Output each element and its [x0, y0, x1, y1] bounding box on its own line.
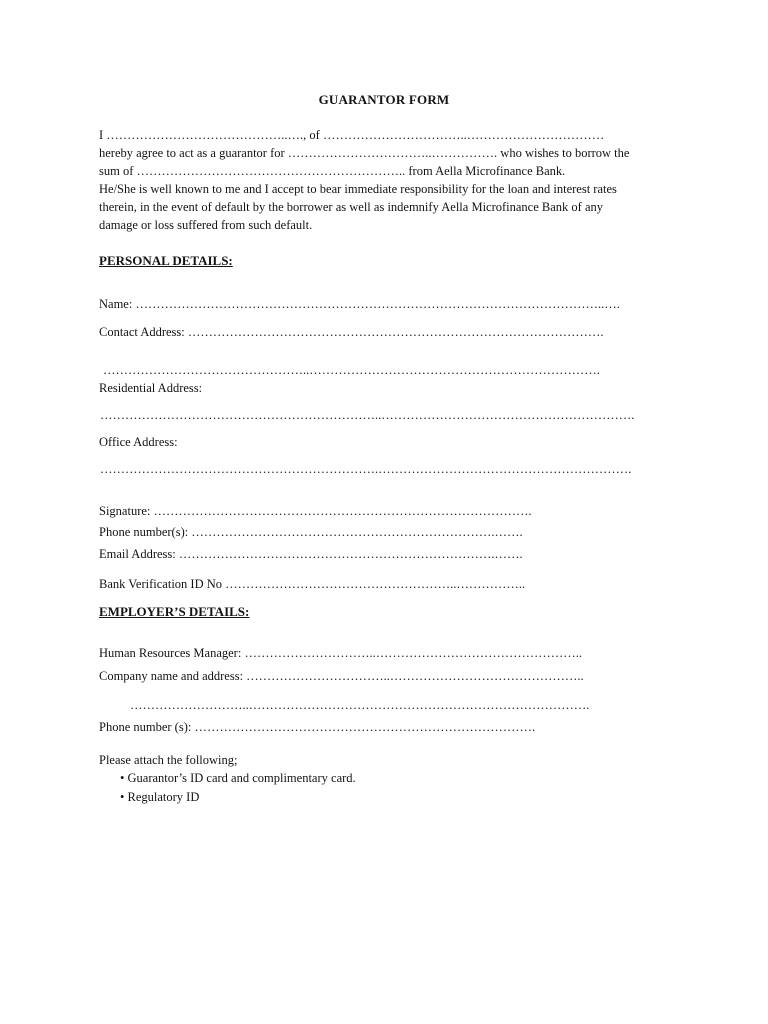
residential-address-line: …………………………………………………………..…………………………………………………….	[100, 408, 635, 422]
personal-details-heading: PERSONAL DETAILS:	[99, 253, 233, 268]
intro-line-1: I ……………………………………..…., of ……………………………..……………………………	[99, 128, 605, 142]
office-address-line: ………………………………………………………….…………………………………………………….	[100, 462, 632, 476]
contact-address-field: Contact Address: ……………………………………………………………………………………….	[99, 325, 604, 339]
contact-address-continuation: …………………………………………..…………………………………………………………….	[103, 363, 600, 377]
company-address-continuation: ………………………..……………………………………………………………………….	[130, 698, 590, 712]
attachment-item: • Guarantor’s ID card and complimentary card.	[120, 771, 356, 785]
intro-line-3: sum of ……………………………………………………….. from Aella Microfinance Bank.	[99, 164, 566, 178]
page-title: GUARANTOR FORM	[318, 92, 450, 107]
company-name-address-field: Company name and address: ……………………………..………………………………………..	[99, 669, 584, 683]
attachments-intro: Please attach the following;	[99, 753, 238, 767]
name-field: Name: …………………………………………………………………………………………………..….	[99, 297, 620, 311]
employer-phone-field: Phone number (s): ……………………………………………………………………….	[99, 720, 536, 734]
email-field: Email Address: ………………………………………………………………….…….	[99, 547, 523, 561]
intro-line-6: damage or loss suffered from such default.	[99, 218, 313, 232]
attachment-item: • Regulatory ID	[120, 790, 200, 804]
employer-details-heading: EMPLOYER’S DETAILS:	[99, 604, 250, 619]
residential-address-label: Residential Address:	[99, 381, 203, 395]
phone-field: Phone number(s): ……………………………………………………………….…….	[99, 525, 523, 539]
intro-line-5: therein, in the event of default by the borrower as well as indemnify Aella Microfinance Bank of any	[99, 200, 603, 214]
bvn-field: Bank Verification ID No ………………………………………………..……………..	[99, 577, 526, 591]
intro-line-4: He/She is well known to me and I accept to bear immediate responsibility for the loan and interest rates	[99, 182, 617, 196]
office-address-label: Office Address:	[99, 435, 178, 449]
signature-field: Signature: ……………………………………………………………………………….	[99, 504, 532, 518]
intro-line-2: hereby agree to act as a guarantor for ……………………………..……………. who wishes to borrow the	[99, 146, 630, 160]
hr-manager-field: Human Resources Manager: …………………………..…………………………………………..	[99, 646, 582, 660]
